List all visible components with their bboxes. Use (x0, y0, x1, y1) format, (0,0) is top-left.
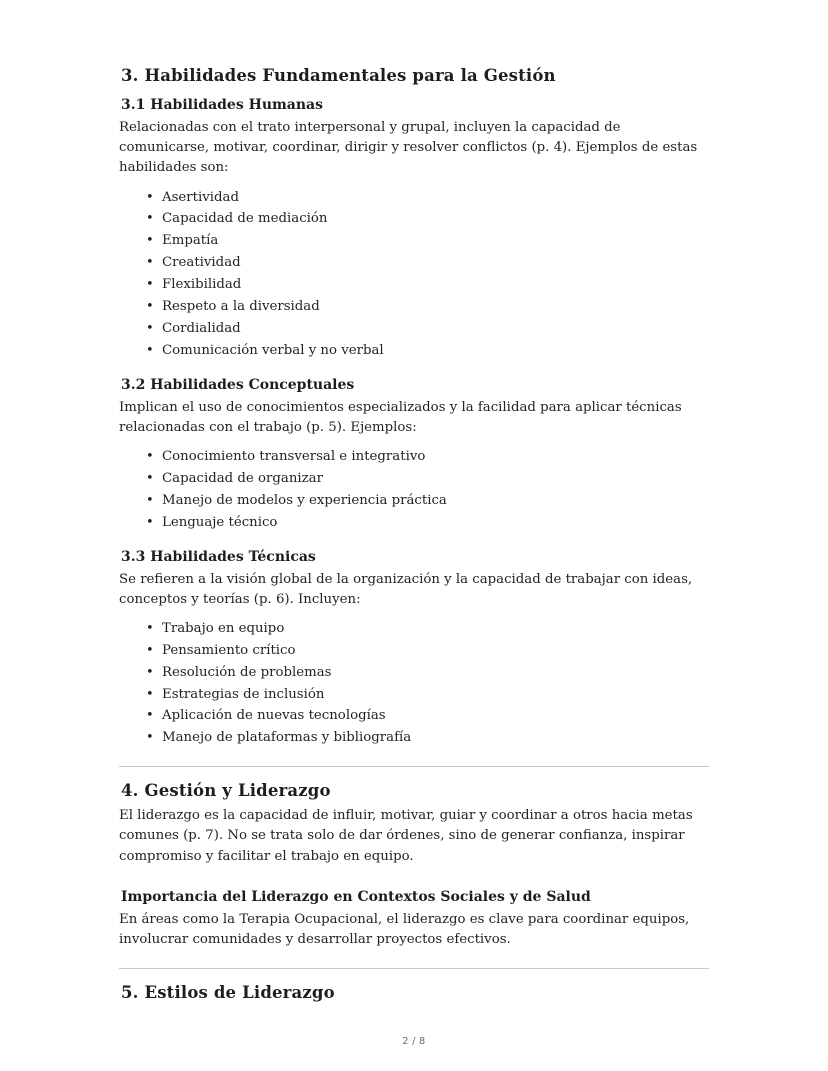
page-title: 3. Habilidades Fundamentales para la Gestión (121, 66, 556, 85)
list-item: • Aplicación de nuevas tecnologías (162, 707, 709, 726)
subsection-paragraph-3-3: Se refieren a la visión global de la organización y la capacidad de trabajar con ideas, conceptos y teorías (p. 6). Incluyen: (119, 571, 693, 607)
section-divider (119, 766, 709, 767)
list-item: • Capacidad de mediación (162, 210, 709, 229)
list-item: • Respeto a la diversidad (162, 298, 709, 317)
list-item: • Pensamiento crítico (162, 642, 709, 661)
section-heading-5: 5. Estilos de Liderazgo (121, 983, 335, 1003)
list-item: • Lenguaje técnico (162, 514, 709, 533)
list-item: • Estrategias de inclusión (162, 686, 709, 705)
list-item: • Manejo de plataformas y bibliografía (162, 729, 709, 748)
list-item: • Flexibilidad (162, 276, 709, 295)
section-paragraph-4: El liderazgo es la capacidad de influir, motivar, guiar y coordinar a otros hacia metas comunes (p. 7). No se trata solo de dar órdenes, sino de generar confianza, inspirar compromiso y facilitar el trabajo en equipo. (119, 808, 693, 864)
subsection-heading-3-3: 3.3 Habilidades Técnicas (121, 548, 316, 565)
page-footer (0, 1036, 828, 1047)
subsection-heading-3-2: 3.2 Habilidades Conceptuales (121, 376, 355, 393)
section-divider (119, 968, 709, 969)
list-item: • Comunicación verbal y no verbal (162, 342, 709, 361)
document-content (119, 66, 709, 1008)
bullet-list-3-2 (119, 448, 709, 533)
subsection-heading-liderazgo: Importancia del Liderazgo en Contextos Sociales y de Salud (121, 888, 591, 905)
page-indicator: 2 / 8 (402, 1036, 426, 1047)
list-item: • Trabajo en equipo (162, 620, 709, 639)
list-item: • Conocimiento transversal e integrativo (162, 448, 709, 467)
subsection-paragraph-3-2: Implican el uso de conocimientos especializados y la facilidad para aplicar técnicas relacionadas con el trabajo (p. 5). Ejemplos: (119, 399, 682, 435)
list-item: • Creatividad (162, 254, 709, 273)
list-item: • Capacidad de organizar (162, 470, 709, 489)
section-heading-4: 4. Gestión y Liderazgo (121, 781, 331, 801)
subsection-paragraph-3-1: Relacionadas con el trato interpersonal y grupal, incluyen la capacidad de comunicarse, motivar, coordinar, dirigir y resolver conflictos (p. 4). Ejemplos de estas habilidades son: (119, 120, 698, 176)
list-item: • Manejo de modelos y experiencia práctica (162, 492, 709, 511)
subsection-heading-3-1: 3.1 Habilidades Humanas (121, 97, 324, 113)
list-item: • Empatía (162, 232, 709, 251)
list-item: • Cordialidad (162, 320, 709, 339)
bullet-list-3-3 (119, 620, 709, 748)
bullet-list-3-1 (119, 189, 709, 361)
subsection-paragraph-liderazgo: En áreas como la Terapia Ocupacional, el liderazgo es clave para coordinar equipos, involucrar comunidades y desarrollar proyectos efectivos. (119, 911, 690, 947)
list-item: • Asertividad (162, 189, 709, 208)
list-item: • Resolución de problemas (162, 664, 709, 683)
